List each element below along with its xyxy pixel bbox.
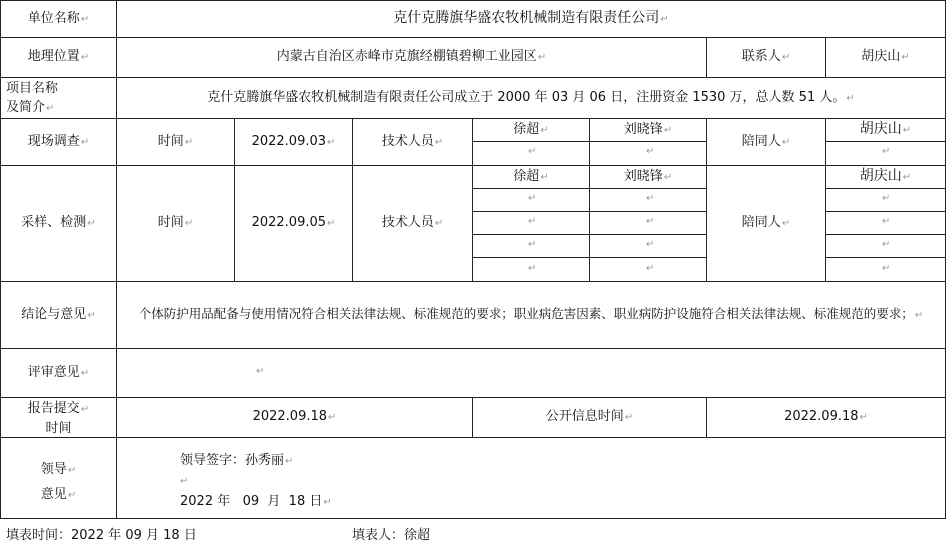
review-empty: ↵ bbox=[256, 366, 265, 377]
label-leader-line1: 领导 ↵ bbox=[41, 462, 76, 477]
value-survey-tech-1: 徐超 ↵ bbox=[513, 121, 548, 140]
label-report-line1: 报告提交 ↵ bbox=[28, 401, 89, 416]
value-survey-date: 2022.09.03 ↵ bbox=[252, 133, 336, 152]
value-leader-sign: 领导签字：孙秀丽 ↵ bbox=[180, 453, 293, 468]
value-public-date: 2022.09.18 ↵ bbox=[784, 408, 868, 427]
label-contact: 联系人 ↵ bbox=[742, 48, 790, 67]
label-sampling-accompany: 陪同人 ↵ bbox=[742, 214, 790, 233]
label-unit-name: 单位名称 ↵ bbox=[28, 10, 89, 29]
value-sampling-accompany: 胡庆山 ↵ bbox=[860, 167, 911, 187]
value-contact: 胡庆山 ↵ bbox=[861, 48, 909, 67]
value-leader-date: 2022 年 09 月 18 日 ↵ bbox=[180, 494, 332, 509]
label-leader bbox=[1, 458, 116, 508]
label-conclusion: 结论与意见 ↵ bbox=[21, 306, 95, 325]
footer-filler: 填表人：徐超 bbox=[352, 528, 431, 543]
label-survey-technician: 技术人员 ↵ bbox=[382, 133, 443, 152]
label-sampling: 采样、检测 ↵ bbox=[21, 214, 95, 233]
value-location: 内蒙古自治区赤峰市克旗经棚镇碧柳工业园区 ↵ bbox=[277, 48, 546, 67]
value-report-date: 2022.09.18 ↵ bbox=[253, 408, 337, 427]
footer-fill-time: 填表时间：2022 年 09 月 18 日 bbox=[6, 528, 197, 543]
leader-sign-block: 领导签字：孙秀丽 ↵ ↵ 2022 年 09 月 18 日 ↵ bbox=[180, 451, 332, 513]
value-conclusion: 个体防护用品配备与使用情况符合相关法律法规、标准规范的要求；职业病危害因素、职业病防护设施符合相关法律法规、标准规范的要求； ↵ bbox=[139, 305, 923, 325]
label-location: 地理位置 ↵ bbox=[28, 48, 89, 67]
label-survey-time: 时间 ↵ bbox=[158, 133, 193, 152]
value-survey-accompany: 胡庆山 ↵ bbox=[860, 120, 911, 140]
label-project-line2: 及简介 ↵ bbox=[6, 100, 54, 115]
value-sampling-tech-1: 徐超 ↵ bbox=[513, 168, 548, 187]
label-project bbox=[6, 79, 114, 118]
evaluation-form: 单位名称 ↵ 克什克腾旗华盛农牧机械制造有限责任公司 ↵ 地理位置 ↵ 内蒙古自治区赤峰市克旗经棚镇碧柳工业园区 ↵ 联系人 ↵ 胡庆山 ↵ 项目名称 及简介 ↵ 克什克腾旗华盛农牧机械制造有限责任公司成立于 2000 年 03 月 06 日，注册资金 1530 万，总人数 51 人。 ↵ 现场调查 ↵ 时间 ↵ 2022.09.03 ↵ 技术人员 ↵ 徐超 ↵ 刘晓锋 ↵ 陪同人 ↵ 胡庆山 ↵ ↵ ↵ ↵ 采样、检测 ↵ 时间 ↵ 2022.09.05 ↵ 技术人员 ↵ 徐超 ↵ 刘晓锋 ↵ 陪同人 ↵ 胡庆山 ↵ ↵ ↵ ↵ ↵ ↵ ↵ ↵ ↵ ↵ ↵ ↵ ↵ 结论与意见 ↵ 个体防护用品配备与使用情况符合相关法律法规、标准规范的要求；职业病危害因素、职业病防护设施符合相关法律法规、标准规范的要求； ↵ 评审意见 ↵ ↵ 报告提交 ↵ 时间 2022.09.18 ↵ 公开信息时间 ↵ 2022.09.18 ↵ 领导 ↵ 意见 ↵ 领导签字：孙秀丽 ↵ ↵ 2022 年 09 月 18 日 ↵ 填表时间：2022 年 09 月 18 日 填表人：徐超 bbox=[0, 0, 948, 543]
label-report bbox=[1, 399, 116, 438]
label-sampling-time: 时间 ↵ bbox=[158, 214, 193, 233]
label-survey-accompany: 陪同人 ↵ bbox=[742, 133, 790, 152]
value-survey-tech-2: 刘晓锋 ↵ bbox=[624, 121, 672, 140]
label-review: 评审意见 ↵ bbox=[28, 364, 89, 383]
value-unit-name: 克什克腾旗华盛农牧机械制造有限责任公司 ↵ bbox=[393, 9, 668, 29]
label-leader-line2: 意见 ↵ bbox=[41, 487, 76, 502]
label-sampling-technician: 技术人员 ↵ bbox=[382, 214, 443, 233]
value-sampling-tech-2: 刘晓锋 ↵ bbox=[624, 168, 672, 187]
label-public-info-time: 公开信息时间 ↵ bbox=[546, 408, 633, 427]
value-sampling-date: 2022.09.05 ↵ bbox=[252, 214, 336, 233]
value-project-intro: 克什克腾旗华盛农牧机械制造有限责任公司成立于 2000 年 03 月 06 日，注册资金 1530 万，总人数 51 人。 ↵ bbox=[207, 89, 855, 108]
label-report-line2: 时间 bbox=[45, 421, 72, 436]
label-site-survey: 现场调查 ↵ bbox=[28, 133, 89, 152]
label-project-line1: 项目名称 bbox=[6, 81, 59, 96]
